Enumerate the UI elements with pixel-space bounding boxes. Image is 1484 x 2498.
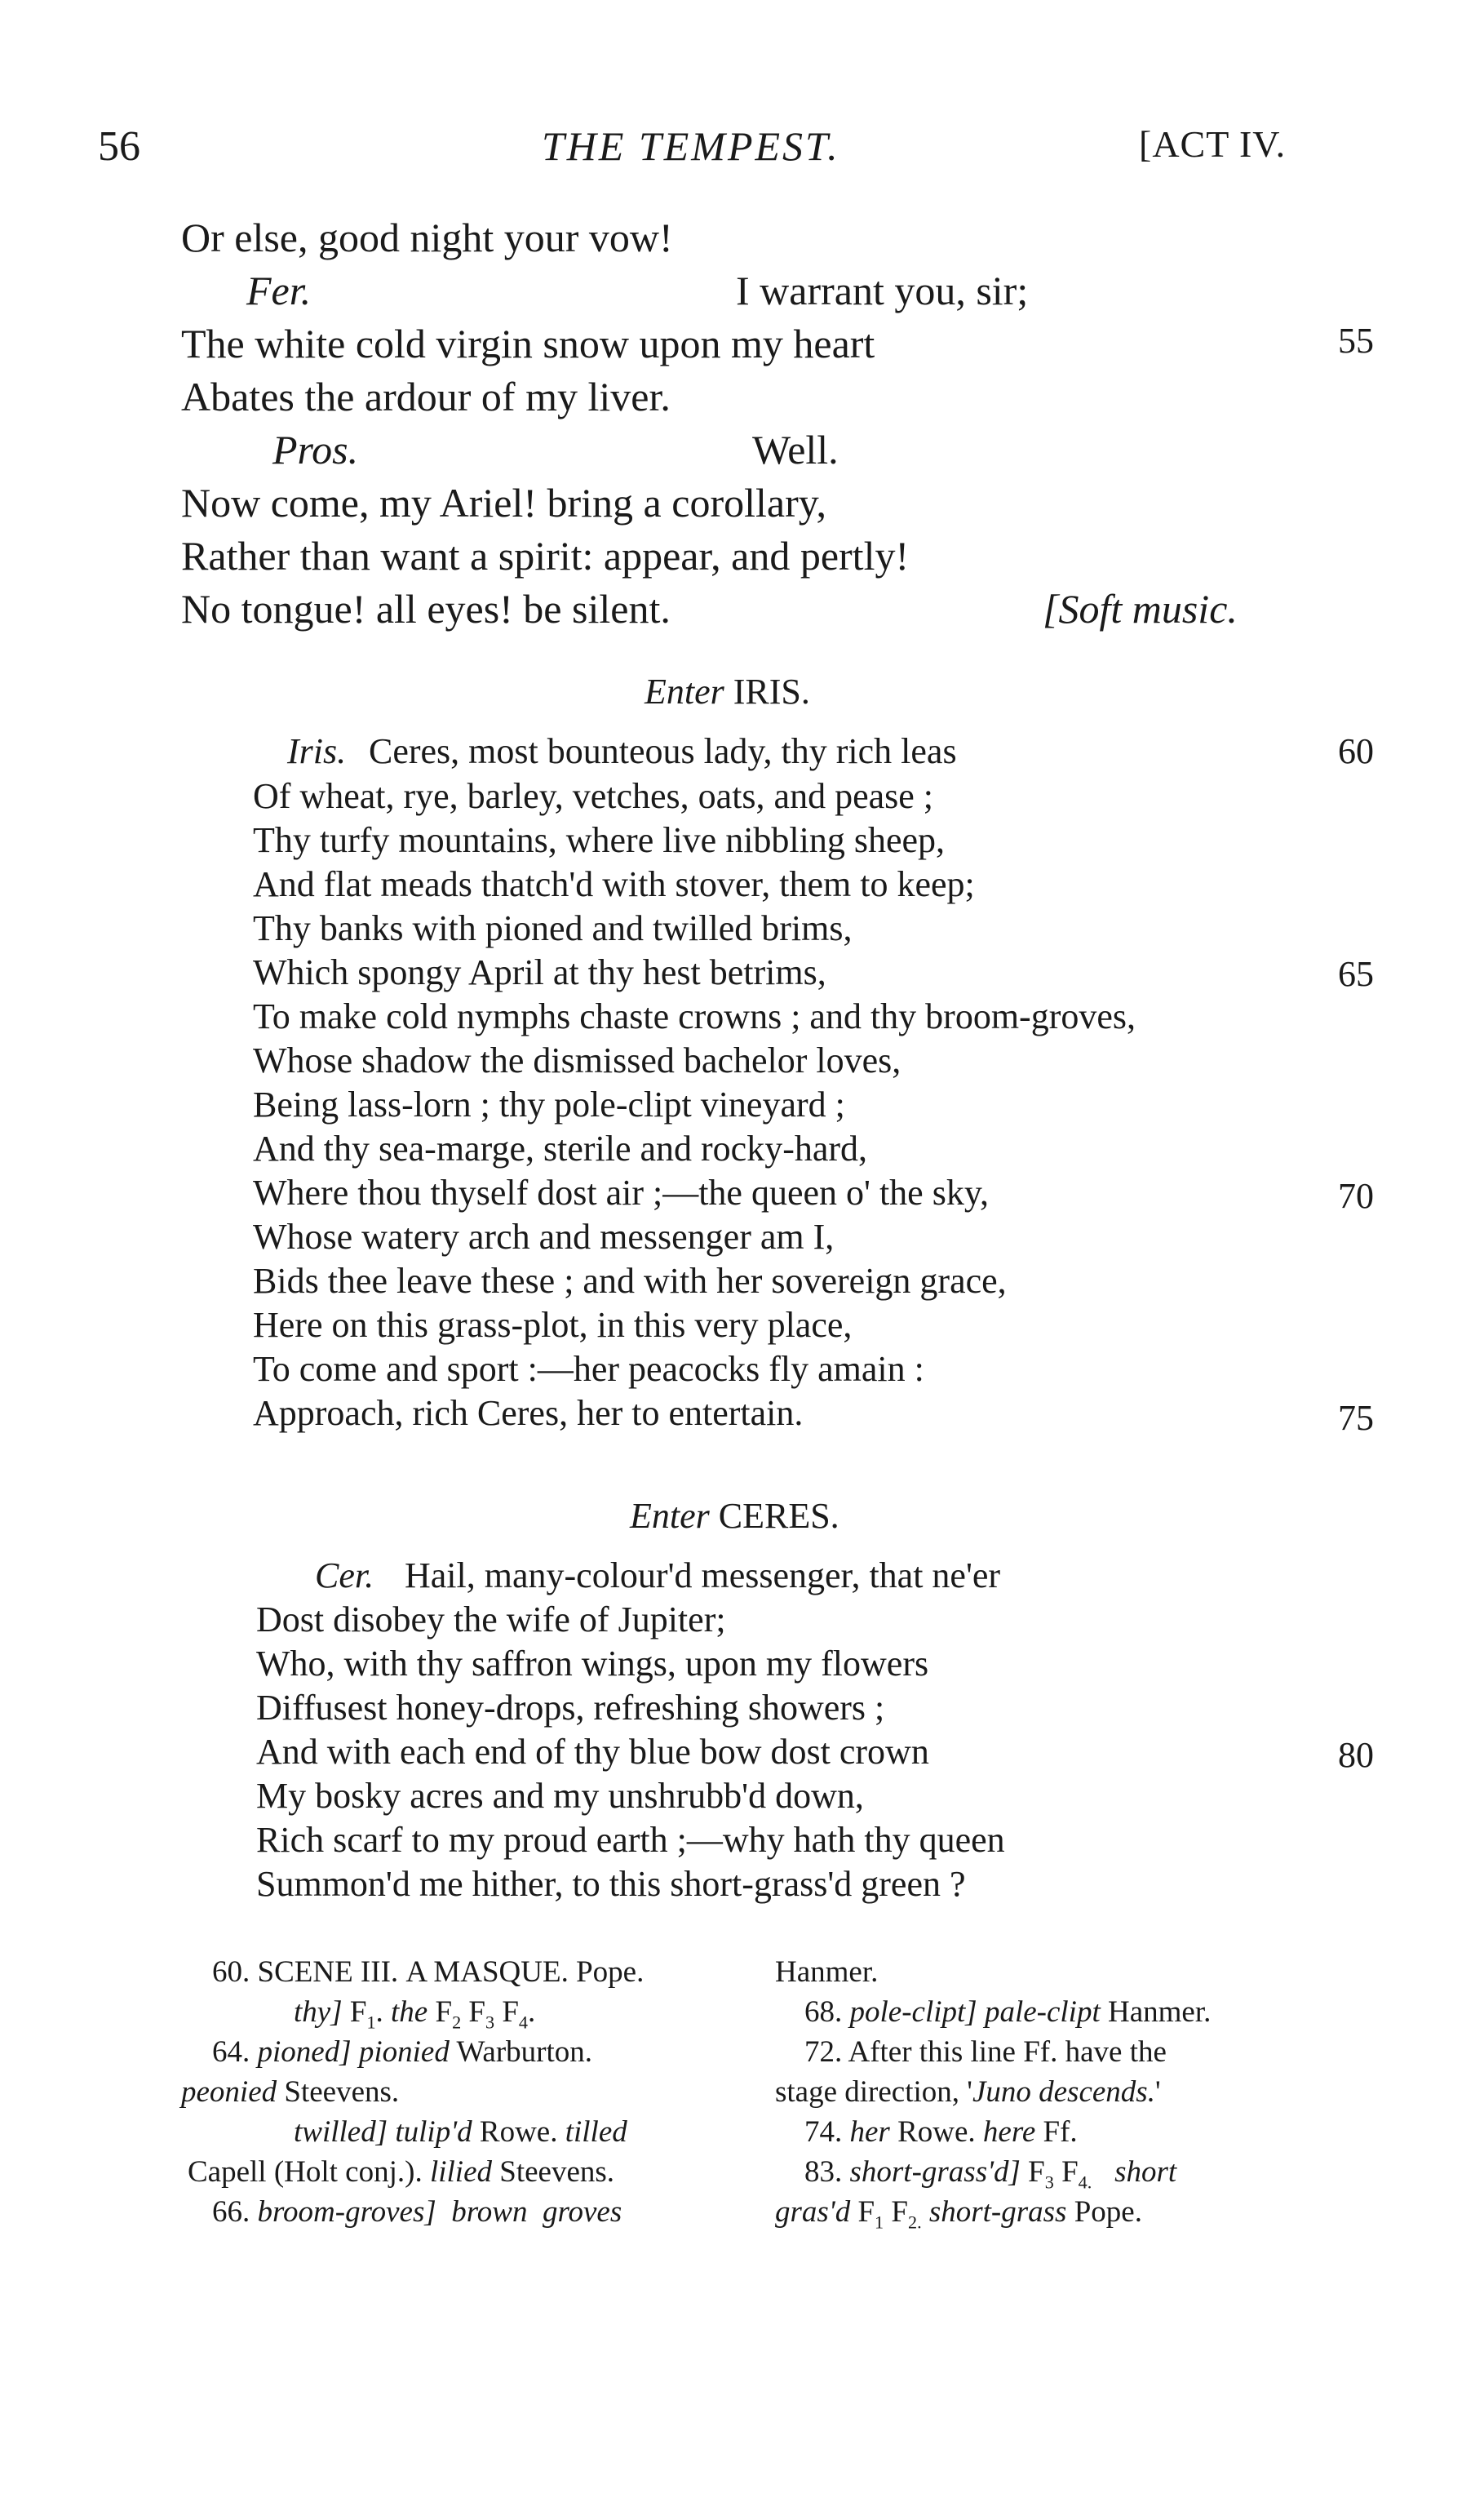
speaker-name: Cer.: [315, 1555, 374, 1595]
footnote-text: F: [349, 1995, 367, 2029]
footnote-text: After this line Ff. have the: [848, 2035, 1167, 2069]
footnote-text: pale-clipt: [984, 1995, 1101, 2029]
footnote-83-cont: [775, 2194, 1142, 2233]
footnote-subscript: 2.: [907, 2212, 922, 2233]
footnote-text: tilled: [565, 2115, 627, 2149]
footnote-text: Steevens.: [284, 2075, 400, 2109]
footnote-text: lilied: [429, 2155, 493, 2189]
verse-line: Rich scarf to my proud earth ;—why hath thy queen: [256, 1820, 1005, 1860]
footnote-text: here: [982, 2115, 1036, 2149]
line-number: 60: [1338, 731, 1374, 771]
footnote-text: ': [1154, 2075, 1161, 2109]
footnote-text: Pope.: [1074, 2195, 1142, 2229]
footnote-text: Warburton.: [456, 2035, 592, 2069]
footnote-text: Pope.: [576, 1955, 645, 1989]
footnote-text: short-grass'd]: [849, 2155, 1021, 2189]
line-number: 70: [1338, 1176, 1374, 1216]
footnote-number: 72.: [804, 2035, 843, 2069]
verse-line: To make cold nymphs chaste crowns ; and thy broom-groves,: [253, 996, 1136, 1036]
footnote-subscript: 3: [1044, 2172, 1054, 2193]
verse-line: Of wheat, rye, barley, vetches, oats, and pease ;: [253, 776, 934, 816]
footnote-text: broom-groves]: [257, 2195, 436, 2229]
footnote-64: [212, 2034, 592, 2070]
footnote-text: F: [502, 1995, 519, 2029]
footnote-text: thy]: [294, 1995, 343, 2029]
running-title: THE TEMPEST.: [542, 123, 840, 169]
speaker-name: Pros.: [272, 427, 359, 473]
line-number: 75: [1338, 1398, 1374, 1438]
footnote-64-twilled: [294, 2114, 627, 2150]
entrance-direction: [630, 1495, 839, 1537]
verse-line: Summon'd me hither, to this short-grass'd green ?: [256, 1864, 966, 1904]
verse-line: Who, with thy saffron wings, upon my flowers: [256, 1644, 929, 1684]
verse-line: Diffusest honey-drops, refreshing showers ;: [256, 1688, 885, 1728]
footnote-text: twilled]: [294, 2115, 388, 2149]
footnote-83: [804, 2154, 1176, 2193]
footnote-number: 60.: [212, 1955, 250, 1989]
verse-line: Thy banks with pioned and twilled brims,: [253, 908, 853, 948]
footnote-text: F: [468, 1995, 485, 2029]
footnote-text: brown: [451, 2195, 528, 2229]
footnote-72-cont: [775, 2074, 1161, 2110]
footnote-number: 74.: [804, 2115, 843, 2149]
character-name: IRIS.: [733, 672, 810, 712]
act-label: [ACT IV.: [1139, 123, 1287, 165]
verse-line: Well.: [752, 427, 839, 473]
verse-line: Rather than want a spirit: appear, and pertly!: [181, 533, 910, 579]
footnote-text: F: [1061, 2155, 1079, 2189]
footnote-text: groves: [542, 2195, 622, 2229]
verse-line: And with each end of thy blue bow dost crown: [256, 1732, 929, 1772]
verse-line: My bosky acres and my unshrubb'd down,: [256, 1776, 864, 1816]
footnote-68: [804, 1994, 1211, 2030]
speaker-name: Fer.: [246, 268, 312, 313]
verse-line: Dost disobey the wife of Jupiter;: [256, 1600, 726, 1639]
footnote-text: Rowe.: [897, 2115, 976, 2149]
verse-line: Ceres, most bounteous lady, thy rich leas: [369, 731, 957, 771]
footnote-subscript: 3: [485, 2012, 495, 2033]
footnote-text: Rowe.: [479, 2115, 558, 2149]
footnote-subscript: 1: [366, 2012, 376, 2033]
verse-line: And thy sea-marge, sterile and rocky-hard,: [253, 1129, 868, 1169]
footnote-subscript: 1: [875, 2212, 884, 2233]
footnote-text: A MASQUE.: [405, 1955, 569, 1989]
speaker-name: Iris.: [287, 731, 347, 771]
footnote-66-cont: [775, 1954, 878, 1990]
verse-line: No tongue! all eyes! be silent.: [181, 586, 671, 632]
footnote-64-cont: [181, 2074, 399, 2110]
footnote-text: pionied: [358, 2035, 450, 2069]
verse-line: Which spongy April at thy hest betrims,: [253, 952, 826, 992]
verse-line: Here on this grass-plot, in this very place,: [253, 1305, 853, 1345]
page-number: 56: [98, 123, 140, 170]
footnote-text: F: [1028, 2155, 1045, 2189]
verse-line: Hail, many-colour'd messenger, that ne'er: [405, 1555, 1001, 1595]
footnote-text: pole-clipt]: [849, 1995, 977, 2029]
footnote-text: stage direction, ': [775, 2075, 972, 2109]
footnote-60: [212, 1954, 644, 1990]
verse-line: To come and sport :—her peacocks fly amain :: [253, 1349, 924, 1389]
footnote-text: the: [391, 1995, 428, 2029]
verse-line: Abates the ardour of my liver.: [181, 374, 671, 419]
footnote-text: pioned]: [257, 2035, 352, 2069]
footnote-text: Hanmer.: [1107, 1995, 1212, 2029]
footnote-number: 64.: [212, 2035, 250, 2069]
footnote-subscript: 4: [518, 2012, 528, 2033]
line-number: 80: [1338, 1735, 1374, 1775]
footnote-text: tulip'd: [395, 2115, 472, 2149]
character-name: CERES.: [718, 1496, 839, 1536]
enter-word: Enter: [630, 1496, 710, 1536]
verse-line: Bids thee leave these ; and with her sovereign grace,: [253, 1261, 1007, 1301]
verse-line: Or else, good night your vow!: [181, 215, 673, 260]
verse-line: Approach, rich Ceres, her to entertain.: [253, 1393, 804, 1433]
footnote-text: SCENE III.: [257, 1955, 399, 1989]
enter-word: Enter: [645, 672, 724, 712]
stage-direction: [Soft music.: [1043, 586, 1238, 632]
footnote-text: her: [849, 2115, 890, 2149]
footnote-text: Hanmer.: [775, 1955, 879, 1989]
footnote-text: Steevens.: [499, 2155, 615, 2189]
footnote-text: short: [1114, 2155, 1177, 2189]
verse-line: Whose watery arch and messenger am I,: [253, 1217, 835, 1257]
verse-line: I warrant you, sir;: [736, 268, 1029, 313]
footnote-number: 66.: [212, 2195, 250, 2229]
line-number: 65: [1338, 954, 1374, 994]
footnote-text: F: [435, 1995, 453, 2029]
footnote-text: F: [857, 2195, 875, 2229]
footnote-subscript: 2: [452, 2012, 462, 2033]
footnote-number: 83.: [804, 2155, 843, 2189]
footnote-text: Capell (Holt conj.).: [188, 2155, 423, 2189]
footnote-text: Ff.: [1043, 2115, 1078, 2149]
footnote-text: F: [891, 2195, 908, 2229]
footnote-text: gras'd: [775, 2195, 851, 2229]
verse-line: Thy turfy mountains, where live nibbling sheep,: [253, 820, 946, 860]
footnote-subscript: 4.: [1078, 2172, 1092, 2193]
footnote-text: short-grass: [928, 2195, 1067, 2229]
footnote-text: peonied: [181, 2075, 277, 2109]
verse-line: Being lass-lorn ; thy pole-clipt vineyard ;: [253, 1085, 845, 1125]
verse-line: And flat meads thatch'd with stover, them to keep;: [253, 864, 975, 904]
footnote-74: [804, 2114, 1078, 2150]
line-number: 55: [1338, 321, 1374, 361]
verse-line: Where thou thyself dost air ;—the queen o' the sky,: [253, 1173, 989, 1213]
footnote-text: Juno descends.: [972, 2075, 1155, 2109]
footnote-60-cont: thy] $F_1$. the $F_2$ $F_3$ $F_4$.: [294, 1995, 536, 2033]
footnote-72: [804, 2034, 1167, 2070]
verse-line: Whose shadow the dismissed bachelor loves,: [253, 1040, 901, 1080]
footnote-66: [212, 2194, 622, 2230]
footnote-number: 68.: [804, 1995, 843, 2029]
verse-line: Now come, my Ariel! bring a corollary,: [181, 480, 826, 526]
entrance-direction: [645, 671, 810, 712]
footnote-64-capell: [188, 2154, 614, 2190]
verse-line: The white cold virgin snow upon my heart: [181, 321, 875, 366]
